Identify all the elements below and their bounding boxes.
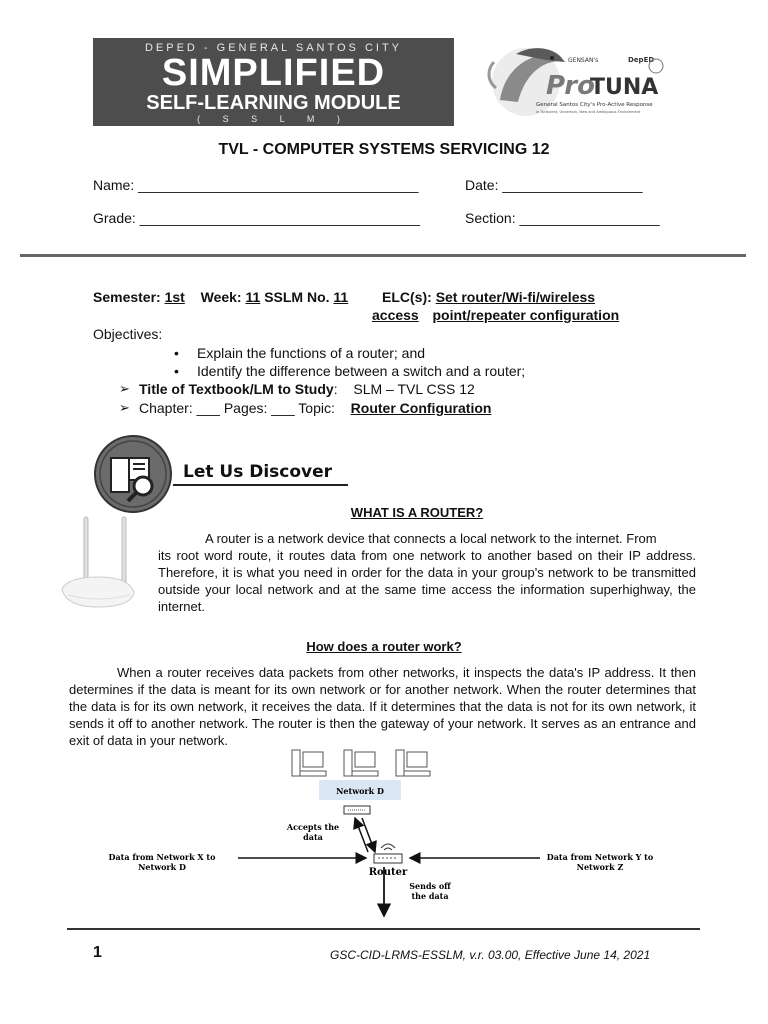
logo-tuna-text: TUNA xyxy=(590,75,659,100)
svg-text:GENSAN's: GENSAN's xyxy=(568,57,599,64)
svg-text:data: data xyxy=(303,832,323,842)
book-search-icon xyxy=(93,434,173,514)
textbook-value: SLM – TVL CSS 12 xyxy=(353,381,475,397)
chapter-line: ➢ Chapter: ___ Pages: ___ Topic: Router Configuration xyxy=(139,399,491,417)
sslm-value: 11 xyxy=(333,289,349,305)
protuna-logo xyxy=(486,40,676,128)
router-section-title: WHAT IS A ROUTER? xyxy=(350,505,484,520)
router-photo xyxy=(58,515,138,616)
document-code: GSC-CID-LRMS-ESSLM, v.r. 03.00, Effective June 14, 2021 xyxy=(330,948,651,962)
wifi-icon xyxy=(381,844,395,848)
computer-icon xyxy=(344,750,378,776)
svg-text:Accepts the: Accepts the xyxy=(286,822,340,832)
svg-text:Sends off: Sends off xyxy=(409,881,451,891)
svg-text:Network Z: Network Z xyxy=(576,862,624,872)
computer-icon xyxy=(292,750,326,776)
footer-divider xyxy=(67,928,700,930)
arrow-accept xyxy=(355,818,368,852)
section-field[interactable]: Section: __________________ xyxy=(465,210,660,226)
svg-text:the data: the data xyxy=(411,891,449,901)
network-d-label: Network D xyxy=(336,786,384,796)
elc-continuation: access point/repeater configuration xyxy=(372,307,620,323)
grade-field[interactable]: Grade: ____________________________________ xyxy=(93,210,420,226)
textbook-line: ➢ Title of Textbook/LM to Study: SLM – TVL CSS 12 xyxy=(139,380,475,398)
subject-title: TVL - COMPUTER SYSTEMS SERVICING 12 xyxy=(218,141,550,158)
banner-top-text: DEPED - GENERAL SANTOS CITY xyxy=(144,42,403,54)
banner-main-text: SIMPLIFIED xyxy=(161,52,386,94)
topic-value: Router Configuration xyxy=(350,400,492,416)
svg-text:Data from Network Y to: Data from Network Y to xyxy=(546,852,654,862)
name-field[interactable]: Name: ____________________________________ xyxy=(93,177,419,193)
page-number: 1 xyxy=(93,944,102,961)
svg-text:General Santos City's Pro-Acti: General Santos City's Pro-Active Response xyxy=(536,102,653,108)
banner-abbr-text: ( S S L M ) xyxy=(197,114,350,124)
router-definition-first-line: A router is a network device that connects a local network to the internet. From xyxy=(205,531,657,546)
svg-text:in Turbulent, Uncertain, New a: in Turbulent, Uncertain, New and Ambiguous Environment xyxy=(536,110,641,114)
date-field[interactable]: Date: __________________ xyxy=(465,177,643,193)
discover-title: Let Us Discover xyxy=(183,462,333,482)
banner-sub-text: SELF-LEARNING MODULE xyxy=(146,92,401,114)
objective-item: • Identify the difference between a switch and a router; xyxy=(197,362,525,380)
router-work-text: When a router receives data packets from other networks, it inspects the data's IP address. It then determines if the data is meant for its own network or for another network. When the router determines that the data is for its own network, it receives the data. If it determines that the data is not for its own network, it sends it off to another network. The router is then the gateway of your network. It serves as an entrance and exit of data in your network. xyxy=(69,665,696,748)
network-diagram-svg xyxy=(100,748,680,920)
svg-text:Data from Network X to: Data from Network X to xyxy=(108,852,216,862)
discover-icon xyxy=(93,434,173,519)
router-label: Router xyxy=(368,867,408,878)
router-definition-text: its root word route, it routes data from one network to another based on their IP address. Therefore, it is what you need in order for the data in your group's network to be transmitted outside your local network and at the same time access the information superhighway, the internet. xyxy=(158,548,696,614)
semester-value: 1st xyxy=(164,289,185,305)
wifi-router-icon xyxy=(58,515,138,611)
semester-line: Semester: 1st Week: 11 SSLM No. 11 ELC(s): Set router/Wi-fi/wireless xyxy=(93,289,596,305)
objective-item: • Explain the functions of a router; and xyxy=(197,344,425,362)
tuna-fish-icon xyxy=(486,40,676,128)
svg-text:Network D: Network D xyxy=(138,862,186,872)
objectives-label: Objectives: xyxy=(93,326,163,342)
logo-pro-text: Pro xyxy=(546,71,595,101)
elc-value: Set router/Wi-fi/wireless xyxy=(435,289,596,305)
router-diagram xyxy=(100,748,680,920)
router-work-title: How does a router work? xyxy=(306,639,462,654)
sslm-banner xyxy=(93,38,454,126)
discover-underline xyxy=(173,484,348,486)
svg-text:DepED: DepED xyxy=(628,56,655,64)
computer-icon xyxy=(396,750,430,776)
week-value: 11 xyxy=(245,289,261,305)
header-divider xyxy=(20,254,746,257)
